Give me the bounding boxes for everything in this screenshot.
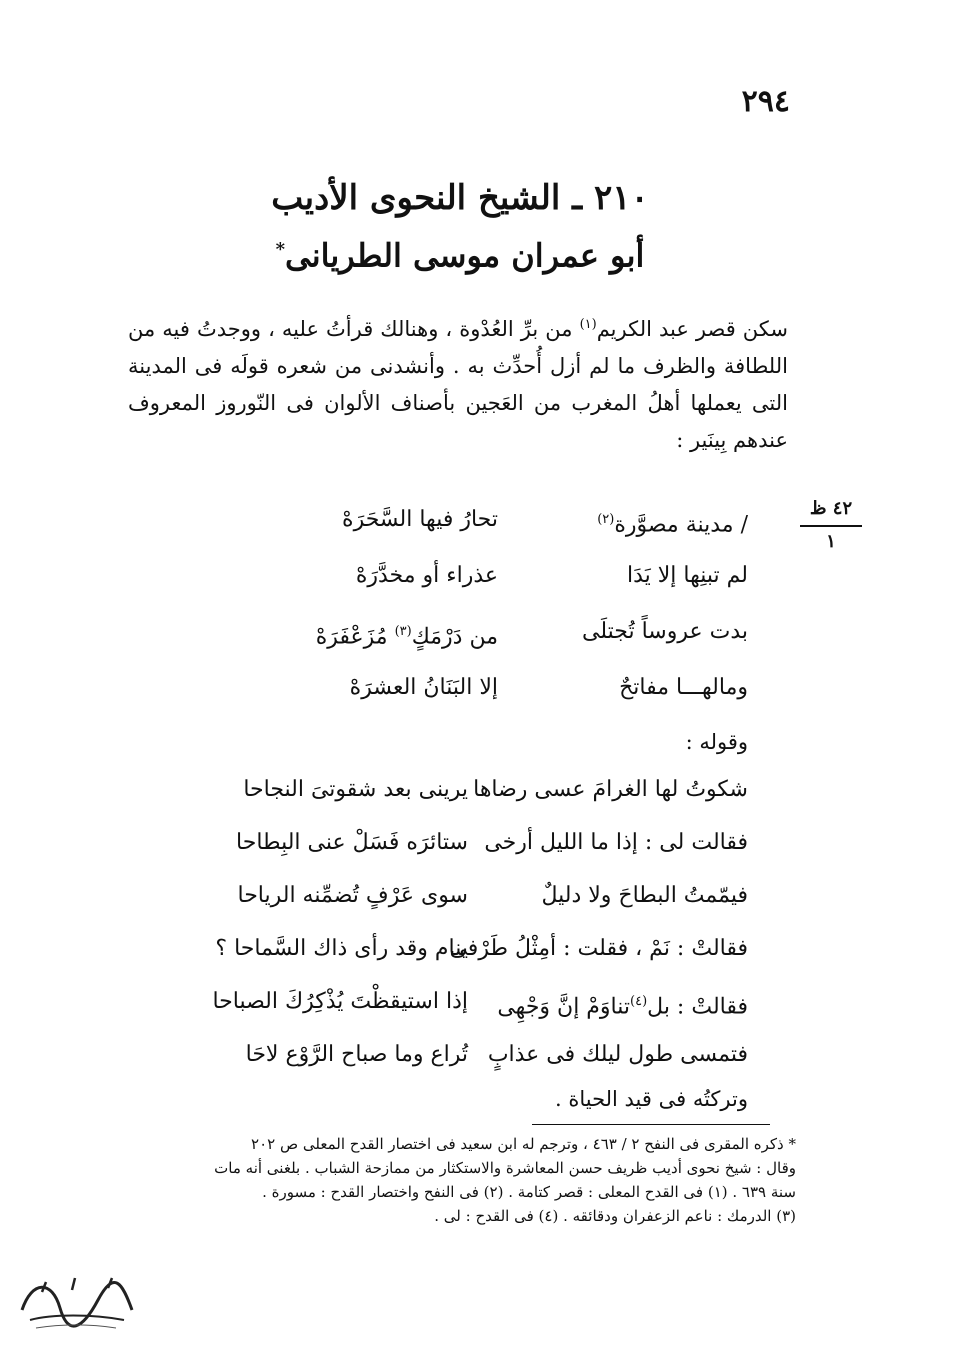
verse <box>208 929 748 982</box>
footnote-line: سنة ٦٣٩ . (١) فى القدح المعلى : قصر كتامة . (٢) فى النفح واختصار القدح : مسورة . <box>262 1183 796 1201</box>
hemistich-first: فقالتْ : نَمْ ، فقلت : أمِثْلُ طَرْفى <box>449 936 748 961</box>
hemistich-text: مُزَعْفَرَهْ <box>315 624 395 650</box>
body-text-part: من برِّ العُدْوة ، وهنالك قرأتُ عليه ، ووجدتُ فيه من اللطافة والظرف ما لم أزل أُحدِّث به . وأنشدنى من شعره قولَه فى المدينة التى يعملها أهلُ المغرب من العَجين بأصناف الألوان فى النّوروز المعروف عندهم بِينَير : <box>128 317 788 452</box>
poem-2-intro: وقوله : <box>685 730 748 754</box>
page-number: ٢٩٤ <box>741 84 790 119</box>
calligraphy-stamp-icon <box>12 1270 140 1336</box>
title-block <box>120 172 800 282</box>
footnote-marker: * <box>275 239 286 260</box>
verse <box>288 612 748 668</box>
footnote-ref: (٢) <box>597 512 615 527</box>
footnote-ref: (٣) <box>394 624 412 639</box>
footnote-line: وقال : شيخ نحوى أديب ظريف حسن المعاشرة والاستكثار من ممازحة الشباب . بلغنى أنه مات <box>214 1159 796 1177</box>
verse <box>288 500 748 556</box>
verse <box>208 982 748 1035</box>
hemistich-second: إلا البَنَانُ العشرَهْ <box>349 675 498 700</box>
person-name <box>120 224 800 282</box>
hemistich-first: فيمّمتُ البطاحَ ولا دليلٌ <box>541 883 748 908</box>
hemistich-first <box>488 982 748 1035</box>
hemistich-first: شكوتُ لها الغرامَ عسى رضاها <box>473 777 748 802</box>
margin-note-top: ٤٢ ظ <box>809 498 853 519</box>
hemistich-first <box>538 500 748 556</box>
closing-line: وتركتُه فى قيد الحياة . <box>554 1087 748 1111</box>
footnote-divider <box>532 1124 770 1125</box>
hemistich-text: / مدينة مصوَّرة <box>614 512 748 538</box>
hemistich-second: ينام وقد رأى ذاك السَّماحا ؟ <box>215 936 468 961</box>
footnote-ref: (٤) <box>630 994 648 1009</box>
verse <box>208 876 748 929</box>
margin-note-rule <box>800 525 862 527</box>
verse <box>288 668 748 724</box>
verse <box>208 1035 748 1088</box>
hemistich-second <box>288 612 498 668</box>
hemistich-first: بدت عروساً تُجتلَى <box>582 619 748 644</box>
library-stamp-logo <box>12 1270 140 1336</box>
body-paragraph <box>128 306 788 459</box>
hemistich-first: ومالهـــا مفاتحٌ <box>619 675 748 700</box>
hemistich-text: من دَرْمَكٍ <box>411 624 498 650</box>
hemistich-second: تحارُ فيها السَّحَرَهْ <box>342 507 498 532</box>
margin-note-bottom: ١ <box>826 531 836 552</box>
poem-1 <box>288 500 748 724</box>
hemistich-second: يرينى بعد شقوتىَ النجاحا <box>243 777 468 802</box>
verse <box>208 770 748 823</box>
hemistich-first: لم تبنِها إلا يَدَا <box>626 563 748 588</box>
margin-note <box>800 498 862 552</box>
hemistich-second: عذراء أو مخدَّرَهْ <box>355 563 498 588</box>
footnote-ref: (١) <box>579 317 597 332</box>
footnote-line: * ذكره المقرى فى النفح ٢ / ٤٦٣ ، وترجم له ابن سعيد فى اختصار القدح المعلى ص ٢٠٢ <box>251 1135 796 1153</box>
verse <box>208 823 748 876</box>
footnotes <box>136 1132 796 1228</box>
hemistich-second: سوى عَرْفٍ تُضمِّنه الرياحا <box>237 883 468 908</box>
hemistich-second: تُراع وما صباح الرَّوْع لاحَا <box>245 1042 468 1067</box>
person-name-text: أبو عمران موسى الطريانى <box>285 236 645 275</box>
chapter-title: ٢١٠ ـ الشيخ النحوى الأديب <box>271 178 649 218</box>
body-text-part: سكن قصر عبد الكريم <box>596 317 788 341</box>
hemistich-text: فقالتْ : بل <box>647 994 748 1020</box>
hemistich-second: إذا استيقظْتَ يُذْكِرُكَ الصباحا <box>212 989 468 1014</box>
verse <box>288 556 748 612</box>
hemistich-first: فقالت لى : إذا ما الليل أرخى <box>484 830 748 855</box>
poem-2 <box>208 770 748 1088</box>
footnote-line: (٣) الدرمك : ناعم الزعفران ودقائقه . (٤) فى القدح : لى . <box>434 1207 796 1225</box>
hemistich-second: ستائرَه فَسَلْ عنى البِطاحا <box>236 830 468 855</box>
hemistich-first: فتمسى طول ليلك فى عذابٍ <box>487 1042 748 1067</box>
hemistich-text: تناوَمْ إنَّ وَجْهِى <box>497 994 631 1020</box>
